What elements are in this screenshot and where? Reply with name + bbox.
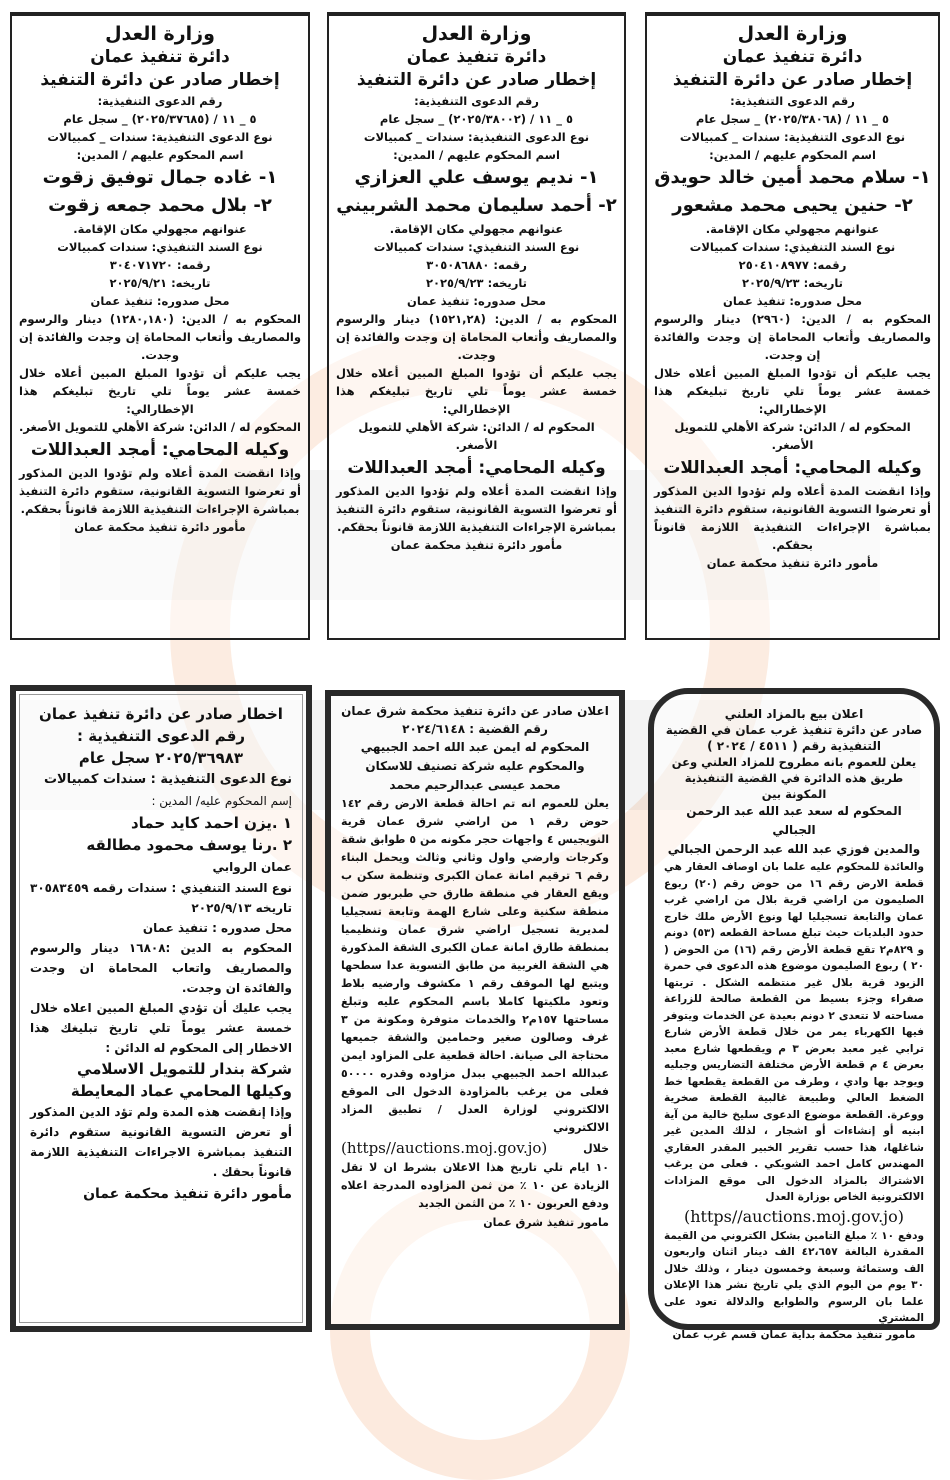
debt-rest: دينار والرسوم والمصاريف وأتعاب المحاماة إن وجدت والفائدة إن وجدت. [654, 312, 931, 362]
debtor: والمدين فوزي عبد الله عبد الرحمن الجبالي [667, 842, 921, 856]
execution-notice-4 [10, 685, 312, 1332]
debt-paragraph [19, 310, 301, 364]
date-label: تاريخه: [487, 276, 527, 290]
warning-paragraph: وإذا انقضت المدة أعلاه ولم تؤدوا الدين المذكور أو تعرضوا التسوية القانونية، ستقوم دائرة التنفيذ بمباشرة الإجراءات التنفيذية اللازمة قانوناً بحقكم. [654, 484, 931, 552]
case-number-label: رقم الدعوى التنفيذية : [76, 727, 246, 745]
debt-label: المحكوم به / الدين: [494, 312, 617, 326]
issued-at: محل صدوره : تنفيذ عمان [142, 921, 292, 935]
url-line [341, 1137, 609, 1159]
notice-title: اخطار صادر عن دائرة تنفيذ عمان [39, 705, 283, 723]
debt-label: المحكوم به / الدين: [181, 312, 301, 326]
debtor-name-2: ٢ .رنا يوسف محمود مطالقه [86, 836, 292, 854]
signature: مامور تنفيذ محكمة بداية عمان قسم غرب عمان [672, 1328, 916, 1341]
debtors-label: اسم المحكوم عليهم / المدين: [709, 148, 876, 162]
notice-title: اعلان صادر عن دائرة تنفيذ محكمة شرق عمان [341, 704, 609, 718]
instrument-number [654, 256, 931, 274]
date-value: ٢٠٢٥/٩/٢٣ [426, 276, 484, 290]
debtor-name-1: ١ .يزن احمد كايد حماد [130, 814, 292, 832]
instrument-type: نوع السند التنفيذي: سندات كمبيالات [373, 240, 580, 254]
case-number-label: رقم الدعوى التنفيذية: [730, 94, 855, 108]
debt-amount: (٢٩٦٠) [751, 312, 791, 326]
department-title: دائرة تنفيذ عمان [406, 47, 547, 67]
notice-title: إخطار صادر عن دائرة التنفيذ [356, 70, 597, 90]
debt-amount: (١٢٨٠,١٨٠) [109, 312, 174, 326]
case-type: نوع الدعوى التنفيذية: سندات _ كمبيالات [47, 130, 273, 144]
auction-url-link[interactable]: (https//auctions.moj.gov.jo) [341, 1139, 548, 1157]
debt-label: المحكوم به / الدين: [801, 312, 931, 326]
signature: مأمور دائرة تنفيذ محكمة عمان [390, 538, 563, 552]
number-label: رقمه: [176, 258, 211, 272]
case-number-label: رقم الدعوى التنفيذية: [97, 94, 223, 108]
creditor: المحكوم له / الدائن: شركة الأهلي للتمويل الأصغر. [19, 420, 301, 434]
instrument-type: نوع السند التنفيذي: سندات كمبيالات [57, 240, 263, 254]
auction-notice-east-amman [325, 690, 625, 1330]
case-number: ٥ _ ١١ / (٢٠٢٥/٣٨٠٠٢) _ سجل عام [379, 112, 574, 126]
debt-rest: دينار والرسوم والمصاريف وأتعاب المحاماة إن وجدت والفائدة إن وجدت. [336, 312, 617, 362]
debtor-name-1: ١- غاده جمال توفيق زقوت [42, 167, 278, 188]
payment-paragraph: يجب عليكم أن تؤدوا المبلغ المبين أعلاه خلال خمسة عشر يوماً تلي تاريخ تبليغكم هذا الإخطارالي: [654, 366, 931, 416]
creditor: شركة بندار للتمويل الاسلامي [76, 1060, 292, 1078]
warning-paragraph: وإذا انقضت المدة أعلاه ولم تؤدوا الدين المذكور أو تعرضوا التسوية القانونية، ستقوم دائرة التنفيذ بمباشرة الإجراءات التنفيذية اللازمة قانوناً بحقكم. [336, 484, 617, 534]
execution-notice-1 [10, 12, 310, 640]
creditor: المحكوم له سعد عبد الله عبد الرحمن الجبالي [686, 804, 902, 837]
number-value: ٢٥٠٤١٠٨٩٧٧ [738, 258, 809, 272]
date-value: ٢٠٢٥/٩/٢١ [109, 276, 168, 290]
warning-paragraph: وإذا إنقضت هذه المدة ولم تؤد الدين المذكور أو تعرض التسوية القانونية ستقوم دائرة التنفيذ بمباشرة الاجراءات التنفيذية اللازمة قانوناً بحقك . [30, 1105, 292, 1179]
date-label: تاريخه: [803, 276, 843, 290]
notice-body-2: ١٠ ايام تلي تاريخ هذا الاعلان بشرط ان لا تقل الزيادة عن ١٠ ٪ من ثمن المزاوده المدرجة اعلاه ودفع العربون ١٠ ٪ من الثمن الجديد [341, 1161, 609, 1210]
auction-notice-west-amman [648, 688, 940, 1341]
signature: مأمور دائرة تنفيذ محكمة عمان [706, 556, 879, 570]
creditor: المحكوم له / الدائن: شركة الأهلي للتمويل الأصغر. [674, 420, 911, 452]
issued-at: محل صدوره: تنفيذ عمان [407, 294, 546, 308]
payment-paragraph: يجب عليك أن تؤدي المبلغ المبين اعلاه خلال خمسة عشر يوماً تلي تاريخ تبليغك هذا الاخطار إلى المحكوم له الدائن : [30, 1001, 292, 1055]
case-number: ٥ _ ١١ / (٢٠٢٥/٣٧٦٨٥) _ سجل عام [63, 112, 257, 126]
ministry-title: وزارة العدل [737, 23, 848, 45]
case-number: ٢٠٢٥/٣٦٩٨٣ سجل عام [78, 749, 244, 767]
instrument-date [19, 274, 301, 292]
payment-paragraph: يجب عليكم أن تؤدوا المبلغ المبين أعلاه خلال خمسة عشر يوماً تلي تاريخ تبليغكم هذا الإخطارالي: [336, 366, 617, 416]
issued-at: محل صدوره: تنفيذ عمان [90, 294, 230, 308]
number-value: ٣٠٥٠٨٦٨٨٠ [426, 258, 490, 272]
case-type: نوع الدعوى التنفيذية : سندات كمبيالات [43, 772, 292, 787]
department-title: دائرة تنفيذ عمان [90, 47, 230, 67]
notice-body: يعلن للعموم انه تم احالة قطعة الارض رقم ١٤٢ حوض رقم ١ من اراضي شرق عمان قرية النويجيس ٤ واجهات حجر مكونه من ٥ طوابق شقة وكرجات وارضي واول وثاني وثالث ويحمل البناء رقم ٦ ترقيم امانة عمان الكبرى وتنظمة سكن ب ويقع العقار في منطقة طارق حي طبربور ضمن منطقة سكنية وعلى شارع الهمة وتابعة تسجيليا لمديرية تسجيل اراضي شرق عمان وتنظيميا بمنطقة طارق امانة عمان الكبرى الشقة المذكورة هي الشقة الغربية من طابق التسوية عدا سطحها ويتبع لها الموقف رقم ١ مكشوف وارضيه بلاط وتعود ملكيتها كاملا باسم المحكوم عليه وتبلغ مساحتها ١٥٧م٢ والخدمات متوفرة ومكونة من ٣ غرف وصالون صغير وحمامين والشقة جميعها محتاجة الى صيانة. احالة قطعية على المزاود ايمن عبدالله احمد الجبيهي ببدل مزاوده وقدره ٥٠٠٠٠ فعلى من يرغب بالمزاودة الدخول الى الموقع الالكتروني لوزارة العدل / تطبيق المزاد الالكتروني [341, 797, 609, 1134]
instrument-date [336, 274, 617, 292]
case-type: نوع الدعوى التنفيذية: سندات _ كمبيالات [363, 130, 590, 144]
instrument-number [336, 256, 617, 274]
creditor: المحكوم له / الدائن: شركة الأهلي للتمويل الأصغر. [358, 420, 595, 452]
signature: مأمور دائرة تنفيذ محكمة عمان [74, 520, 246, 534]
creditor: المحكوم له ايمن عبد الله احمد الجبيهي [360, 740, 590, 754]
auction-url-link[interactable]: (https//auctions.moj.gov.jo) [683, 1206, 904, 1226]
notice-body: والعائدة للمحكوم عليه علما بان اوصاف العقار هي قطعة الارض رقم ١٦ من حوض رقم (٢٠) ربوع الصليمون من اراضي قرية بلال من اراضي غرب عمان والتابعة تسجيليا لها ونوع الأرض ملك خارج حدود البلديات حيث تبلغ مساحة القطعه (٥٣) دونم و ٨٢٩م٢ تقع قطعة الأرض رقم (١٦) من الحوض ( ٢٠ ) ربوع الصليمون موضوع هذه الدعوى في حمرة الزبود قرية بلال غير منتظمه الشكل . تربتها صفراء وجزء بسيط من القطعة صالحة للزراعة مساحته لا تتعدى ٢ دونم بعيدة عن الخدمات ويتوفر فيها الكهرباء يمر من خلال قطعة الأرض شارع ترابي غير معبد بعرض ٣ م ويقطعها شارع معبد بعرض ٤ م قطعة الأرض مختلفة التضاريس وجبليه ويوجد بها وادي ، وطرف من القطعة يقطعها خط الضغط العالي وطبيعة غالبية القطعة صخرية ووعرة. القطعة موضوع الدعوى سليخ خالية من آية ابنيه أو إنشاءات أو اشجار ، لذلك المدين غير شاغلها، هذا حسب تقرير الخبير المقدر العقاري المهندس كامل احمد الشوبكي . فعلى من يرغب الاشتراك بالمزاد الدخول الى موقع المزادات الالكترونية الخاص بوزارة العدل [664, 861, 924, 1203]
debtors-label: اسم المحكوم عليهم / المدين: [393, 148, 560, 162]
debtor-name-1: ١- سلام محمد أمين خالد حويدق [654, 167, 931, 188]
case-number: رقم القضية : ٢٠٢٤/٦١٤٨ [402, 722, 548, 736]
issued-at: محل صدوره: تنفيذ عمان [723, 294, 862, 308]
case-number-label: رقم الدعوى التنفيذية: [414, 94, 539, 108]
notice-intro: يعلن للعموم بانه مطروح للمزاد العلني وعن طريق هذه الدائرة في القضية التنفيذية المكونة بين [671, 755, 917, 801]
address: عمان الروابي [212, 860, 292, 874]
debtor: والمحكوم عليه شركة تصنيف للاسكان [365, 759, 585, 773]
lawyer: وكيله المحامي: أمجد العبداللات [347, 458, 606, 478]
instrument-type: نوع السند التنفيذي: سندات كمبيالات [689, 240, 896, 254]
debt-paragraph [654, 310, 931, 364]
debt-paragraph: المحكوم به الدين :١٦٨٠٨ دينار والرسوم والمصاريف واتعاب المحاماة ان وجدت والفائدة ان وجدت. [30, 941, 292, 995]
ministry-title: وزارة العدل [105, 23, 215, 45]
debt-rest: دينار والرسوم والمصاريف وأتعاب المحاماة إن وجدت والفائدة إن وجدت. [19, 312, 301, 362]
notice-title: اعلان بيع بالمزاد العلني [724, 707, 864, 721]
lawyer: وكيلها المحامي عماد المعايطة [70, 1082, 292, 1100]
address: عنوانهم مجهولي مكان الإقامة. [389, 222, 564, 236]
instrument: نوع السند التنفيذي : سندات رقمه ٣٠٥٨٣٤٥٩ تاريخه ٢٠٢٥/٩/١٣ [30, 881, 292, 915]
debtor-name-2: ٢- حنين يحيى محمد مشعور [672, 195, 913, 216]
instrument-number [19, 256, 301, 274]
payment-paragraph: يجب عليكم أن تؤدوا المبلغ المبين أعلاه خلال خمسة عشر يوماً تلي تاريخ تبليغكم هذا الإخطارالي: [19, 366, 301, 416]
debtors-label: اسم المحكوم عليهم / المدين: [76, 148, 244, 162]
debt-amount: (١٥٢١,٢٨) [428, 312, 486, 326]
signature: مامور تنفيذ شرق عمان [483, 1216, 609, 1229]
address: عنوانهم مجهولي مكان الإقامة. [705, 222, 880, 236]
date-label: تاريخه: [171, 276, 211, 290]
debt-paragraph [336, 310, 617, 364]
warning-paragraph: وإذا انقضت المدة أعلاه ولم تؤدوا الدين المذكور أو تعرضوا التسوية القانونية، ستقوم دائرة التنفيذ بمباشرة الإجراءات التنفيذية اللازمة قانوناً بحقكم. [19, 466, 301, 516]
lawyer: وكيله المحامي: أمجد العبداللات [663, 458, 922, 478]
signature: مأمور دائرة تنفيذ محكمة عمان [83, 1186, 292, 1202]
number-value: ٣٠٤٠٧١٧٢٠ [109, 258, 173, 272]
notice-title: إخطار صادر عن دائرة التنفيذ [40, 70, 280, 90]
debtor-name-1: ١- نديم يوسف علي العزازي [354, 167, 599, 188]
url-suffix: خلال [583, 1141, 609, 1155]
execution-notice-2 [327, 12, 626, 640]
instrument-date [654, 274, 931, 292]
debtors-label: إسم المحكوم عليه/ المدين : [151, 794, 292, 808]
notice-title: إخطار صادر عن دائرة التنفيذ [672, 70, 913, 90]
ministry-title: وزارة العدل [421, 23, 532, 45]
notice-subtitle: صادر عن دائرة تنفيذ غرب عمان في القضية التنفيذية رقم ( ٤٥١١ / ٢٠٢٤ ) [665, 723, 923, 753]
debtor-name-2: ٢- بلال محمد جمعه زقوت [48, 195, 272, 216]
notice-body-2: ودفع ١٠ ٪ مبلغ التامين بشكل الكتروني من القيمة المقدرة البالغة ٤٢،٦٥٧ الف دينار اثنان واربعون الف وستمائة وسبعة وخمسون دينار ، وذلك خلال ٣٠ يوم من اليوم الذي يلي تاريخ نشر هذا الإعلان علما بان الرسوم والطوابع والدلالة تعود على المشتري [664, 1229, 924, 1324]
case-type: نوع الدعوى التنفيذية: سندات _ كمبيالات [679, 130, 906, 144]
debtor-name-2: ٢- أحمد سليمان محمد الشربيني [336, 195, 617, 216]
number-label: رقمه: [812, 258, 847, 272]
address: عنوانهم مجهولي مكان الإقامة. [73, 222, 247, 236]
execution-notice-3 [645, 12, 940, 640]
department-title: دائرة تنفيذ عمان [722, 47, 863, 67]
lawyer: وكيله المحامي: أمجد العبداللات [30, 440, 290, 460]
debtor-2: محمد عيسى عبدالرحيم محمد [389, 778, 561, 792]
date-value: ٢٠٢٥/٩/٢٣ [742, 276, 800, 290]
case-number: ٥ _ ١١ / (٢٠٢٥/٣٨٠٦٨) _ سجل عام [695, 112, 890, 126]
number-label: رقمه: [493, 258, 527, 272]
